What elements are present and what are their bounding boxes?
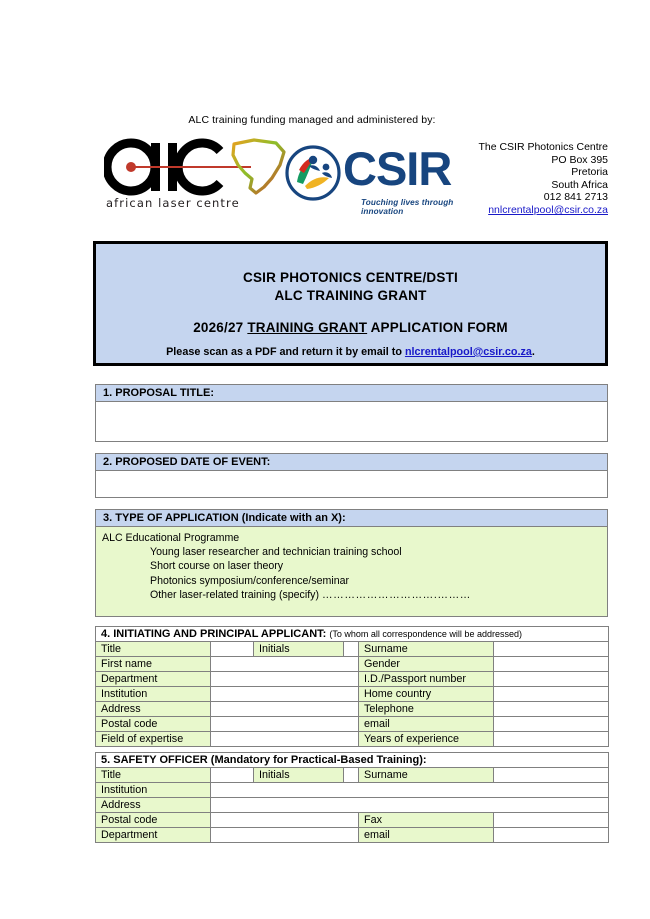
table-row (96, 717, 609, 732)
address-line-3: Pretoria (571, 166, 608, 179)
section-principal-applicant (95, 626, 608, 747)
input-department[interactable] (211, 672, 359, 687)
label-institution: Institution (96, 687, 211, 702)
section4-heading-main: 4. INITIATING AND PRINCIPAL APPLICANT: (101, 628, 327, 640)
section-proposed-date (95, 453, 608, 498)
section3-body (95, 527, 608, 617)
safety-officer-table-header-row (96, 753, 609, 768)
title-instruction (96, 346, 605, 358)
input-initials[interactable] (344, 642, 359, 657)
input-so-department[interactable] (211, 828, 359, 843)
application-option-1[interactable]: Short course on laser theory (150, 560, 284, 573)
input-title[interactable] (211, 642, 254, 657)
table-row (96, 657, 609, 672)
applicant-table (95, 626, 609, 747)
input-postal-code[interactable] (211, 717, 359, 732)
instruction-email-link[interactable]: nlcrentalpool@csir.co.za (404, 346, 532, 358)
section3-intro: ALC Educational Programme (102, 532, 240, 544)
title-line-2: ALC TRAINING GRANT (274, 288, 427, 303)
label-telephone: Telephone (359, 702, 494, 717)
label-years-of-experience: Years of experience (359, 732, 494, 747)
section3-heading: 3. TYPE OF APPLICATION (Indicate with an X): (95, 509, 608, 527)
table-row (96, 687, 609, 702)
table-row (96, 783, 609, 798)
input-id-passport[interactable] (494, 672, 609, 687)
section5-heading: 5. SAFETY OFFICER (Mandatory for Practical-Based Training): (96, 753, 609, 768)
input-so-surname[interactable] (494, 768, 609, 783)
label-so-surname: Surname (359, 768, 494, 783)
instruction-suffix: . (531, 346, 535, 358)
input-so-email[interactable] (494, 828, 609, 843)
label-field-of-expertise: Field of expertise (96, 732, 211, 747)
section-proposal-title (95, 384, 608, 442)
label-gender: Gender (359, 657, 494, 672)
label-department: Department (96, 672, 211, 687)
title-year-prefix: 2026/27 (193, 320, 248, 335)
input-surname[interactable] (494, 642, 609, 657)
address-line-4: South Africa (551, 178, 608, 191)
label-home-country: Home country (359, 687, 494, 702)
table-row (96, 813, 609, 828)
specify-dotted-line[interactable]: ………………………….……… (321, 588, 471, 601)
input-address[interactable] (211, 702, 359, 717)
input-gender[interactable] (494, 657, 609, 672)
label-id-passport: I.D./Passport number (359, 672, 494, 687)
managed-by-caption: ALC training funding managed and administered by: (188, 114, 436, 126)
address-line-2: PO Box 395 (551, 153, 608, 166)
label-so-postal-code: Postal code (96, 813, 211, 828)
section2-heading: 2. PROPOSED DATE OF EVENT: (95, 453, 608, 471)
instruction-prefix: Please scan as a PDF and return it by email to (166, 346, 405, 358)
input-institution[interactable] (211, 687, 359, 702)
label-so-email: email (359, 828, 494, 843)
label-postal-code: Postal code (96, 717, 211, 732)
title-suffix: APPLICATION FORM (367, 320, 508, 335)
input-so-institution[interactable] (211, 783, 609, 798)
label-first-name: First name (96, 657, 211, 672)
section4-heading-note: (To whom all correspondence will be addressed) (329, 629, 522, 639)
csir-address-block (388, 141, 608, 217)
application-option-3[interactable] (102, 588, 607, 602)
table-row (96, 798, 609, 813)
alc-logo (104, 138, 294, 220)
application-option-3-label: Other laser-related training (specify) (150, 588, 319, 601)
input-years-of-experience[interactable] (494, 732, 609, 747)
label-email: email (359, 717, 494, 732)
input-so-title[interactable] (211, 768, 254, 783)
section4-heading (96, 627, 609, 642)
alc-logo-subtitle: african laser centre (106, 196, 240, 210)
label-surname: Surname (359, 642, 494, 657)
label-so-fax: Fax (359, 813, 494, 828)
proposed-date-input[interactable] (95, 471, 608, 498)
label-so-department: Department (96, 828, 211, 843)
input-so-postal-code[interactable] (211, 813, 359, 828)
input-field-of-expertise[interactable] (211, 732, 359, 747)
csir-emblem-icon (283, 144, 345, 202)
proposal-title-input[interactable] (95, 402, 608, 442)
section1-heading: 1. PROPOSAL TITLE: (95, 384, 608, 402)
section-type-of-application (95, 509, 608, 617)
table-row (96, 672, 609, 687)
form-title-box (93, 241, 608, 366)
label-so-institution: Institution (96, 783, 211, 798)
label-so-address: Address (96, 798, 211, 813)
input-telephone[interactable] (494, 702, 609, 717)
address-email-link[interactable]: nnlcrentalpool@csir.co.za (488, 203, 608, 216)
title-underlined-part: TRAINING GRANT (247, 320, 368, 335)
alc-wordmark-icon (104, 138, 294, 196)
address-line-1: The CSIR Photonics Centre (478, 141, 608, 153)
input-first-name[interactable] (211, 657, 359, 672)
label-initials: Initials (254, 642, 344, 657)
table-row (96, 732, 609, 747)
section-safety-officer (95, 752, 608, 843)
input-so-fax[interactable] (494, 813, 609, 828)
label-title: Title (96, 642, 211, 657)
application-option-0[interactable]: Young laser researcher and technician training school (150, 546, 402, 559)
csir-tagline: Touching lives through innovation (361, 198, 454, 216)
address-phone: 012 841 2713 (543, 191, 608, 204)
label-so-initials: Initials (254, 768, 344, 783)
safety-officer-table (95, 752, 609, 843)
applicant-table-header-row (96, 627, 609, 642)
label-address: Address (96, 702, 211, 717)
title-line-1: CSIR PHOTONICS CENTRE/DSTI (243, 270, 458, 285)
table-row (96, 828, 609, 843)
table-row (96, 768, 609, 783)
csir-wordmark: CSIR (343, 142, 452, 195)
application-option-2[interactable]: Photonics symposium/conference/seminar (150, 574, 350, 587)
input-email[interactable] (494, 717, 609, 732)
input-home-country[interactable] (494, 687, 609, 702)
table-row (96, 642, 609, 657)
label-so-title: Title (96, 768, 211, 783)
title-line-3 (96, 320, 605, 335)
table-row (96, 702, 609, 717)
input-so-address[interactable] (211, 798, 609, 813)
input-so-initials[interactable] (344, 768, 359, 783)
